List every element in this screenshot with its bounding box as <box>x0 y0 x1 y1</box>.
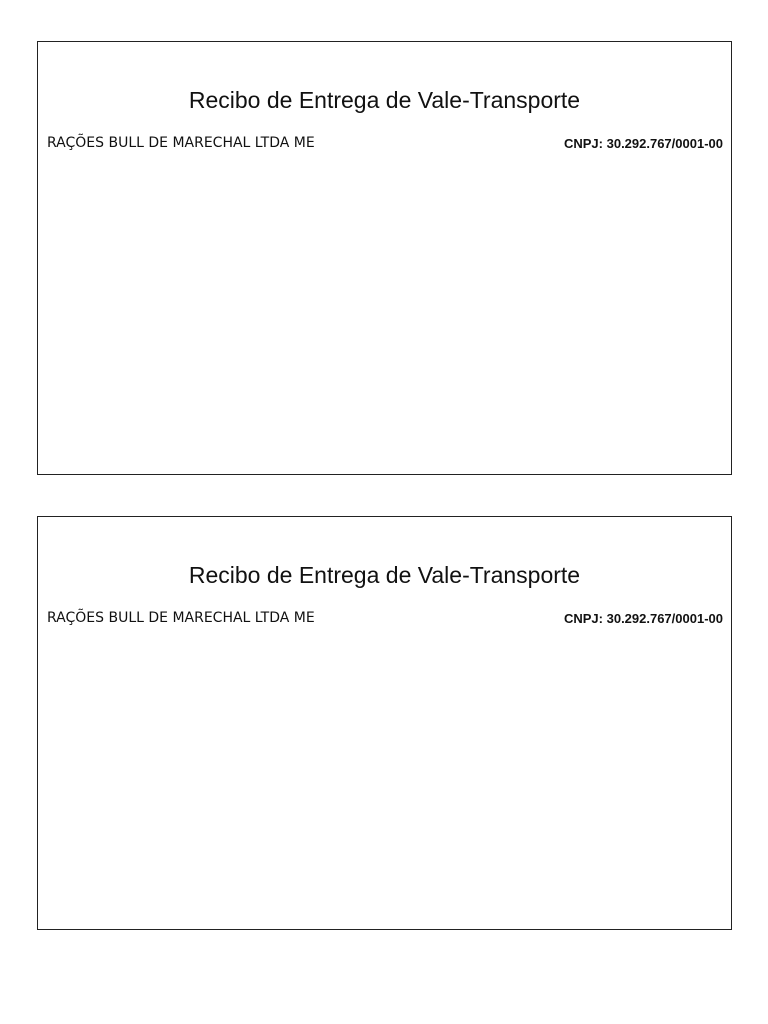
company-name: RAÇÕES BULL DE MARECHAL LTDA ME <box>47 135 315 151</box>
receipt-2 <box>37 516 732 930</box>
receipt-title: Recibo de Entrega de Vale-Transporte <box>188 87 581 113</box>
company-cnpj: CNPJ: 30.292.767/0001-00 <box>563 136 723 151</box>
receipt-title: Recibo de Entrega de Vale-Transporte <box>188 562 581 588</box>
company-cnpj: CNPJ: 30.292.767/0001-00 <box>563 611 723 626</box>
receipt-1 <box>37 41 732 475</box>
company-name: RAÇÕES BULL DE MARECHAL LTDA ME <box>47 610 315 626</box>
